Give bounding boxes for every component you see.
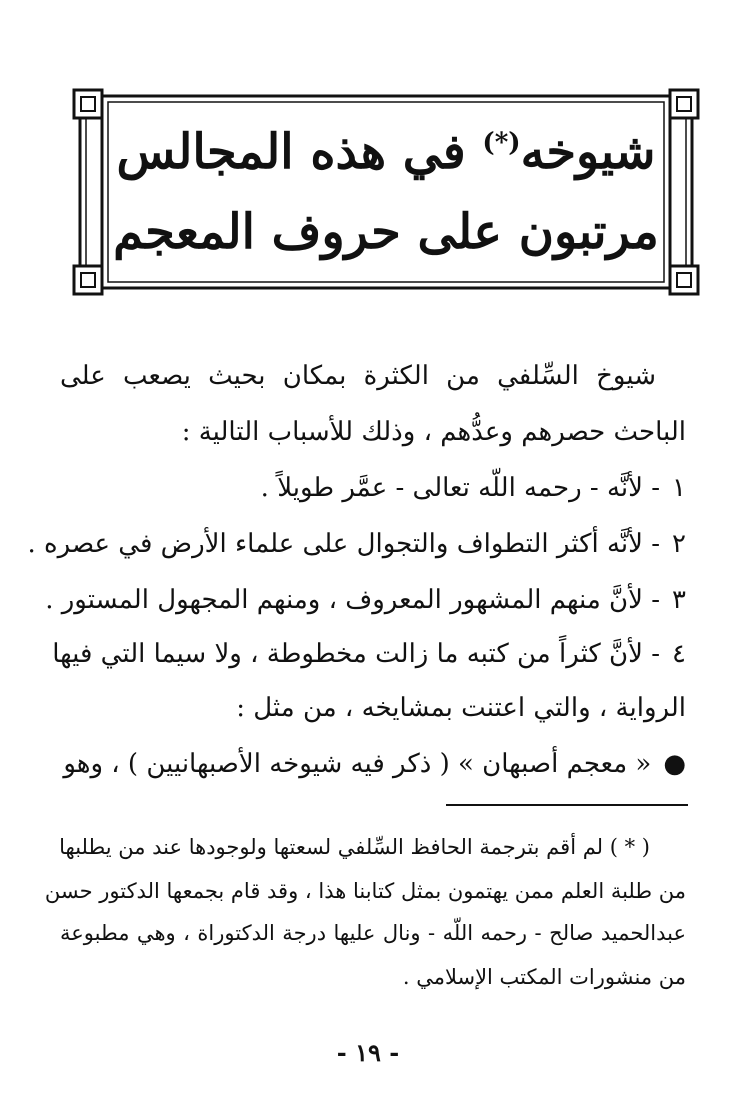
item-text: - لأنَّ كثراً من كتبه ما زالت مخطوطة ، ولا سيما التي فيها [52,639,661,669]
footnote-marker: (*) [482,128,521,158]
ornamental-border [72,88,700,296]
title-rest: في هذه المجالس [116,124,483,180]
title-word: شيوخه [520,124,656,180]
list-item [60,468,686,508]
page-title-line1 [72,124,700,180]
footnote-line: ( * ) لم أقم بترجمة الحافظ السِّلفي لسعتها ولوجودها عند من يطلبها [59,835,650,859]
item-number: ٢ [672,529,686,559]
bullet-item [60,744,686,784]
footnote-divider [446,804,688,806]
page-title-line2: مرتبون على حروف المعجم [113,204,659,260]
item-text: - لأنَّ منهم المشهور المعروف ، ومنهم المجهول المستور . [45,585,661,615]
item-text: - لأنَّه - رحمه اللّه تعالى - عمَّر طويلاً . [260,473,661,503]
paragraph-line: الباحث حصرهم وعدُّهم ، وذلك للأسباب التالية : [181,417,686,447]
footnote-line: من منشورات المكتب الإسلامي . [402,965,686,989]
paragraph-line: شيوخ السِّلفي من الكثرة بمكان بحيث يصعب على [60,361,656,391]
paragraph-line: الرواية ، والتي اعتنت بمشايخه ، من مثل : [236,693,686,723]
title-frame [72,88,700,296]
footnote-line: من طلبة العلم ممن يهتمون بمثل كتابنا هذا ، وقد قام بجمعها الدكتور حسن [44,879,686,903]
bullet-icon: ● [663,749,686,779]
item-number: ١ [672,473,686,503]
list-item [27,524,686,564]
footnote-line: عبدالحميد صالح - رحمه اللّه - ونال عليها درجة الدكتوراة ، وهي مطبوعة [60,921,686,945]
item-text: - لأنَّه أكثر التطواف والتجوال على علماء الأرض في عصره . [27,529,661,559]
bullet-text: « معجم أصبهان » ( ذكر فيه شيوخه الأصبهانيين ) ، وهو [63,749,652,779]
list-item [45,580,686,620]
list-item [52,634,686,674]
item-number: ٣ [672,585,686,615]
page-number: - ١٩ - [336,1038,400,1067]
item-number: ٤ [672,639,686,669]
